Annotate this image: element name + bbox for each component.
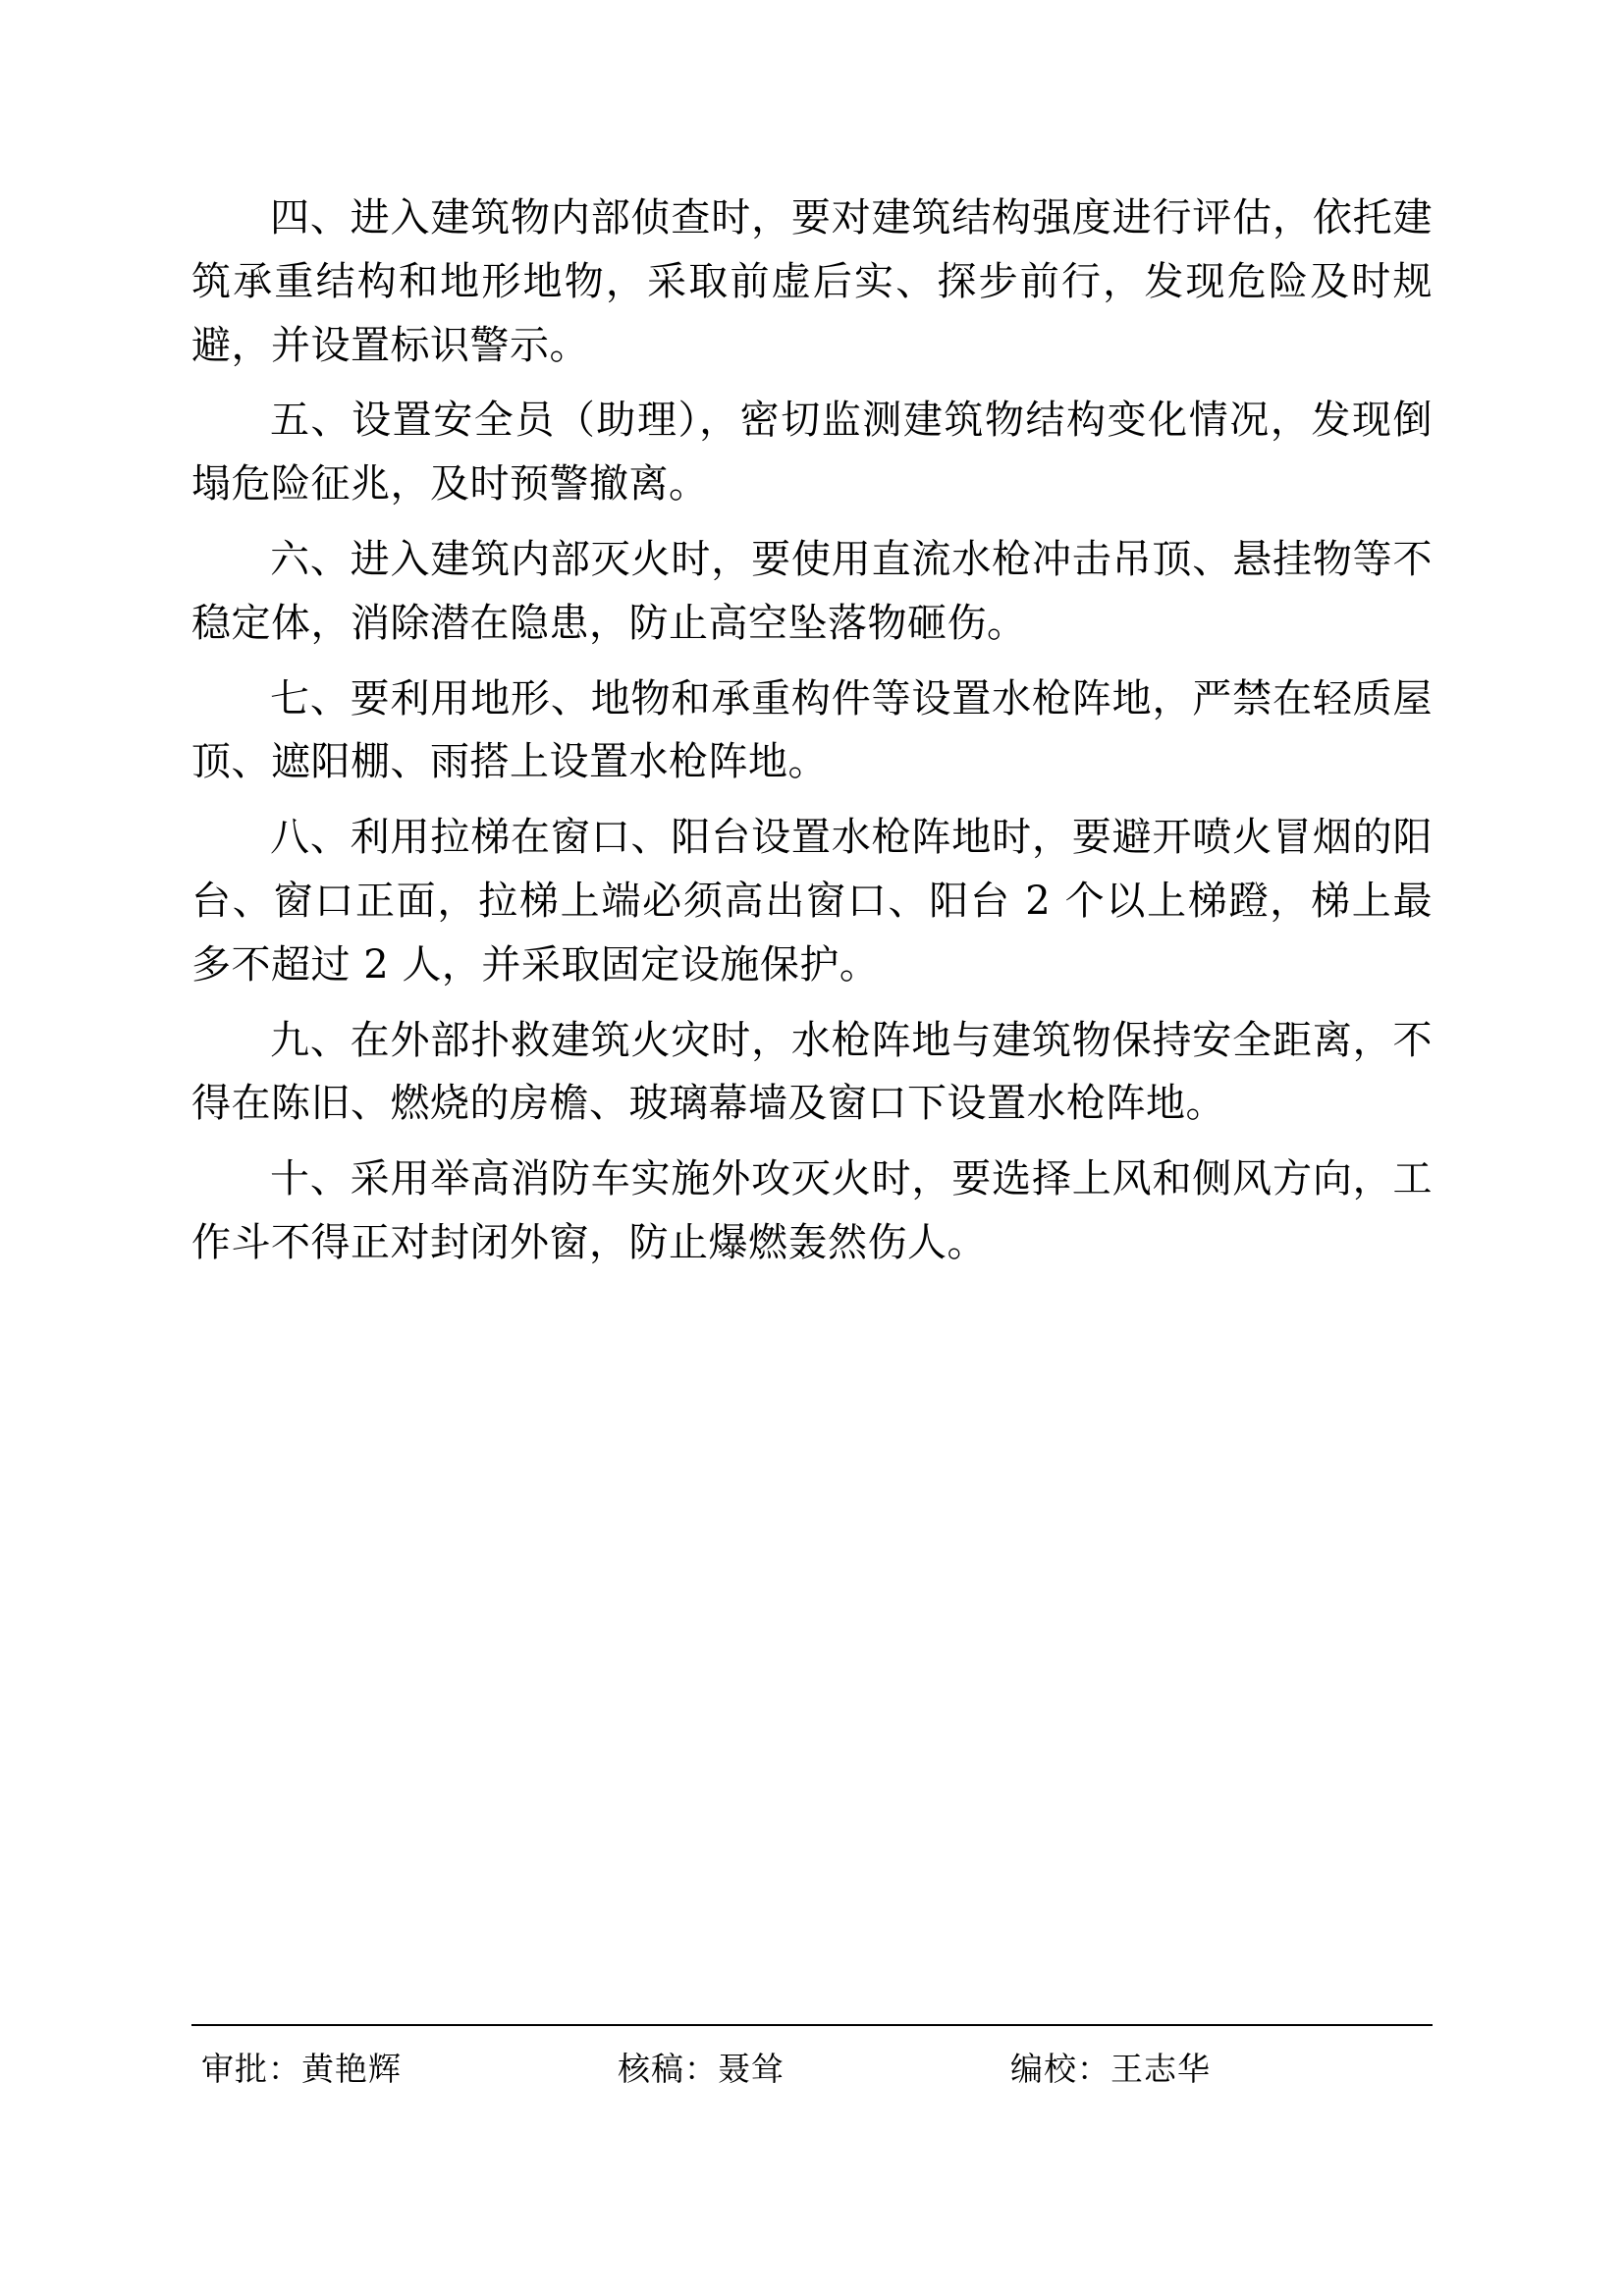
paragraph-7: 七、要利用地形、地物和承重构件等设置水枪阵地，严禁在轻质屋顶、遮阳棚、雨搭上设置水枪阵地。 — [191, 675, 1433, 785]
document-body — [191, 187, 1433, 1275]
document-footer — [191, 2024, 1433, 2090]
paragraph-5: 五、设置安全员（助理），密切监测建筑物结构变化情况，发现倒塌危险征兆，及时预警撤离。 — [191, 398, 1433, 507]
footer-credits — [191, 2044, 1433, 2090]
paragraph-8: 八、利用拉梯在窗口、阳台设置水枪阵地时，要避开喷火冒烟的阳台、窗口正面，拉梯上端必须高出窗口、阳台 2 个以上梯蹬，梯上最多不超过 2 人，并采取固定设施保护。 — [191, 815, 1433, 988]
paragraph-10: 十、采用举高消防车实施外攻灭火时，要选择上风和侧风方向，工作斗不得正对封闭外窗，防止爆燃轰然伤人。 — [191, 1156, 1433, 1265]
paragraph-6: 六、进入建筑内部灭火时，要使用直流水枪冲击吊顶、悬挂物等不稳定体，消除潜在隐患，防止高空坠落物砸伤。 — [191, 536, 1433, 646]
footer-editor: 编校：王志华 — [1010, 2050, 1211, 2088]
footer-divider — [191, 2024, 1433, 2026]
paragraph-4: 四、进入建筑物内部侦查时，要对建筑结构强度进行评估，依托建筑承重结构和地形地物，采取前虚后实、探步前行，发现危险及时规避，并设置标识警示。 — [191, 195, 1433, 368]
footer-approver: 审批：黄艳辉 — [201, 2050, 402, 2088]
paragraph-9: 九、在外部扑救建筑火灾时，水枪阵地与建筑物保持安全距离，不得在陈旧、燃烧的房檐、玻璃幕墙及窗口下设置水枪阵地。 — [191, 1017, 1433, 1127]
footer-reviewer: 核稿：聂耸 — [618, 2050, 785, 2088]
